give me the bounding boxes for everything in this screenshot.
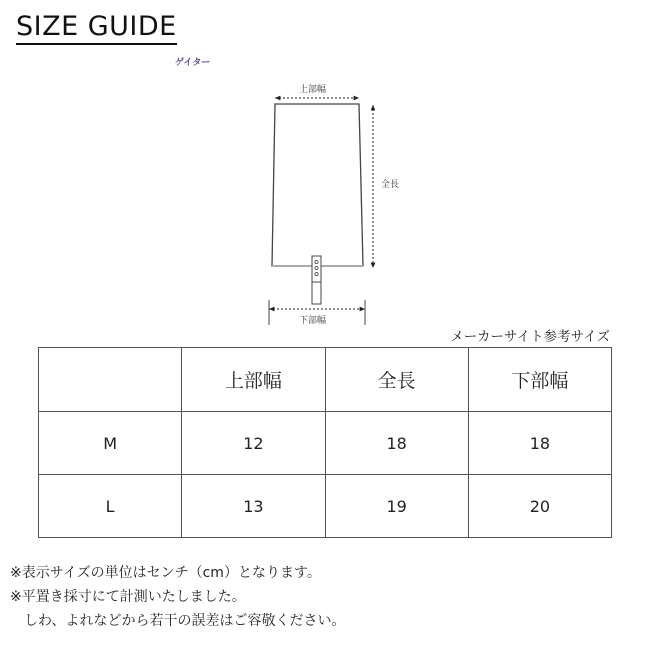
table-header-cell bbox=[39, 348, 182, 412]
table-cell: 18 bbox=[325, 412, 468, 475]
table-header-row bbox=[39, 348, 612, 412]
table-header-cell: 上部幅 bbox=[182, 348, 325, 412]
page-title: SIZE GUIDE bbox=[16, 12, 177, 45]
table-cell: 18 bbox=[468, 412, 611, 475]
table-cell: 13 bbox=[182, 475, 325, 538]
size-label-cell: M bbox=[39, 412, 182, 475]
size-table bbox=[38, 347, 612, 538]
notes bbox=[10, 561, 345, 633]
note-line: ※表示サイズの単位はセンチ（cm）となります。 bbox=[10, 565, 321, 581]
table-row bbox=[39, 475, 612, 538]
bottom-width-label: 下部幅 bbox=[299, 316, 327, 326]
table-cell: 20 bbox=[468, 475, 611, 538]
note-line: ※平置き採寸にて計測いたしました。 bbox=[10, 589, 246, 605]
table-cell: 12 bbox=[182, 412, 325, 475]
size-label-cell: L bbox=[39, 475, 182, 538]
note-line: しわ、よれなどから若干の誤差はご容敬ください。 bbox=[10, 613, 346, 629]
item-name: ゲイター bbox=[175, 58, 211, 68]
table-cell: 19 bbox=[325, 475, 468, 538]
table-header-cell: 下部幅 bbox=[468, 348, 611, 412]
source-note: メーカーサイト参考サイズ bbox=[450, 329, 610, 345]
gaiter-outline bbox=[272, 104, 363, 266]
table-header-cell: 全長 bbox=[325, 348, 468, 412]
table-row bbox=[39, 412, 612, 475]
total-length-label: 全長 bbox=[381, 180, 400, 190]
top-width-label: 上部幅 bbox=[299, 85, 327, 95]
